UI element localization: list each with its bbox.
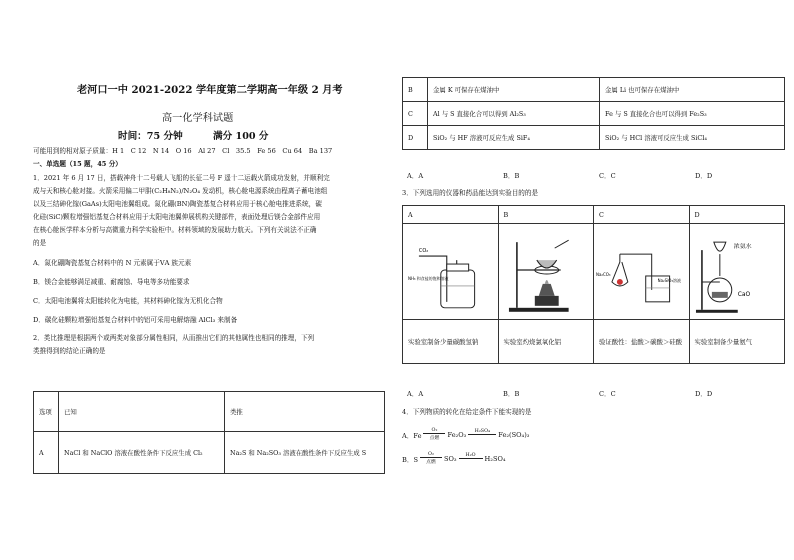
- q4-stem: 4．下列物质的转化在给定条件下能实现的是: [402, 408, 532, 416]
- school-exam-title: 老河口一中 2021-2022 学年度第二学期高一年级 2 月考: [77, 84, 343, 96]
- reagent-label: H₂O: [465, 453, 476, 458]
- c-right-label: Na₂SiO₃溶液: [657, 277, 681, 283]
- table-row: [34, 432, 385, 474]
- table-cell: Na₂S 和 Na₂SO₃ 溶液在酸性条件下反应生成 S: [225, 432, 385, 474]
- subject-title: 高一化学科试题: [162, 113, 234, 124]
- q1-option-b: B．镁合金能够满足减重、耐腐蚀、导电等多功能要求: [33, 278, 190, 286]
- table-cell: B: [403, 78, 428, 102]
- table-cell: 实验室制备少量氨气: [689, 320, 785, 364]
- choice: D．D: [695, 172, 713, 180]
- q2-table: [33, 391, 385, 474]
- table-cell: 金属 K 可保存在煤油中: [428, 78, 600, 102]
- crucible-burner-figure: [499, 230, 594, 314]
- choice: B．B: [503, 390, 520, 398]
- table-row: [403, 320, 785, 364]
- q1-option-d: D．碳化硅颗粒增强铝基复合材料中的铝可采用电解熔融 AlCl₃ 来制备: [33, 316, 238, 324]
- q4-option-b: [402, 452, 506, 465]
- q1-line: 成与天和核心舱对接。火箭采用偏二甲肼(C₂H₈N₂)/N₂O₄ 发动机，核心舱电源系统由程离子蓄电池组: [33, 187, 328, 195]
- q2-line: 2．类比推理是根据两个或两类对象部分属性相同，从而推出它们的其他属性也相同的推理，下列: [33, 334, 315, 342]
- product: Fe₂(SO₄)₃: [498, 430, 530, 439]
- table-header: 已知: [59, 392, 225, 432]
- choice: C．C: [599, 390, 616, 398]
- reagent-label: H₂SO₄: [474, 429, 490, 434]
- q3-table: [402, 205, 785, 364]
- table-row: [403, 78, 785, 102]
- a-gas-label: CO₂: [418, 247, 429, 254]
- flask-beaker-figure: [594, 230, 689, 314]
- q4-option-a: [402, 428, 529, 441]
- reaction-arrow: [420, 452, 442, 465]
- q1-line: 的是: [33, 239, 47, 247]
- reactant: B．S: [402, 455, 418, 464]
- reaction-arrow: [423, 428, 445, 441]
- choice: D．D: [695, 390, 713, 398]
- q1-line: 1．2021 年 6 月 17 日，搭载神舟十二号载人飞船的长征二号 F 遥十二运载火箭成功发射，并顺利完: [33, 174, 330, 182]
- q1-line: 以及三结砷化镓(GaAs)太阳电池翼组成。氮化硼(BN)陶瓷基复合材料应用于核心舱电推进系统，碳: [33, 200, 322, 208]
- reaction-arrow: [459, 453, 483, 464]
- q1-option-a: A．氮化硼陶瓷基复合材料中的 N 元素属于ⅤA 族元素: [33, 259, 192, 267]
- exam-time: 时间：75 分钟: [118, 131, 183, 142]
- d-solid-label: CaO: [737, 290, 750, 298]
- choice: A．A: [407, 172, 424, 180]
- c-left-label: Na₂CO₃: [595, 271, 611, 277]
- q1-line: 在核心舱医学样本分析与高微重力科学实验柜中。材料领域的发展助力航天。下列有关说法不正确: [33, 226, 317, 234]
- table-cell: 实验室灼烧氯氧化铝: [498, 320, 594, 364]
- table-header: D: [689, 206, 785, 224]
- intermediate: SO₃: [443, 454, 457, 463]
- q2-choices: [407, 170, 787, 183]
- atomic-masses: 可能用到的相对原子质量：H 1 C 12 N 14 O 16 Al 27 Cl 35.5 Fe 56 Cu 64 Ba 137: [33, 147, 333, 155]
- table-cell: C: [403, 102, 428, 126]
- table-header: C: [594, 206, 690, 224]
- condition-label: 点燃: [426, 460, 436, 465]
- table-cell: 金属 Li 也可保存在煤油中: [600, 78, 785, 102]
- intermediate: Fe₂O₃: [447, 430, 467, 439]
- table-cell: D: [403, 126, 428, 150]
- table-cell: Al 与 S 直接化合可以得到 Al₂S₃: [428, 102, 600, 126]
- table-cell: SiO₂ 与 HF 溶液可反应生成 SiF₄: [428, 126, 600, 150]
- condition-label: 点燃: [429, 436, 440, 441]
- section-heading: 一、单选题（15 题，45 分）: [33, 160, 122, 168]
- q2-table-continued: [402, 77, 785, 150]
- q3-choices: [407, 388, 787, 401]
- choice: A．A: [407, 390, 424, 398]
- table-header: 类推: [225, 392, 385, 432]
- gas-wash-bottle-figure: [403, 230, 498, 314]
- apparatus-b: [498, 224, 594, 320]
- table-row: [403, 102, 785, 126]
- reaction-arrow: [468, 429, 496, 440]
- table-cell: A: [34, 432, 59, 474]
- table-cell: 验证酸性：盐酸＞碳酸＞硅酸: [594, 320, 690, 364]
- apparatus-c: [594, 224, 690, 320]
- table-row: [403, 126, 785, 150]
- table-cell: SiO₂ 与 HCl 溶液可反应生成 SiCl₄: [600, 126, 785, 150]
- choice: C．C: [599, 172, 616, 180]
- table-cell: 实验室制备少量碳酸氢钠: [403, 320, 499, 364]
- table-cell: Fe 与 S 直接化合也可以得到 Fe₂S₃: [600, 102, 785, 126]
- d-top-label: 浓氨水: [733, 242, 752, 250]
- q1-line: 化硅(SiC)颗粒增强铝基复合材料应用于太阳电池翼伸展机构关键部件，表面处理后镁合金部件应用: [33, 213, 321, 221]
- table-header: A: [403, 206, 499, 224]
- reagent-label: O₂: [428, 452, 434, 457]
- q2-line: 类推得到的结论正确的是: [33, 347, 106, 355]
- apparatus-d: [689, 224, 785, 320]
- table-header: B: [498, 206, 594, 224]
- choice: B．B: [503, 172, 520, 180]
- reactant: A．Fe: [402, 431, 422, 440]
- q3-stem: 3．下列选用的仪器和药品能达到实验目的的是: [402, 189, 539, 197]
- a-solution-label: NH₃ 和食盐的饱和溶液: [407, 275, 449, 281]
- product: H₂SO₄: [484, 454, 506, 463]
- q1-option-c: C．太阳电池翼将太阳能转化为电能，其材料砷化镓为无机化合物: [33, 297, 223, 305]
- question-1: [33, 172, 330, 358]
- full-score: 满分 100 分: [213, 131, 269, 142]
- table-cell: NaCl 和 NaClO 溶液在酸性条件下反应生成 Cl₂: [59, 432, 225, 474]
- reagent-label: O₂: [431, 428, 438, 433]
- funnel-flask-figure: [690, 230, 785, 314]
- table-header: 选项: [34, 392, 59, 432]
- apparatus-a: [403, 224, 499, 320]
